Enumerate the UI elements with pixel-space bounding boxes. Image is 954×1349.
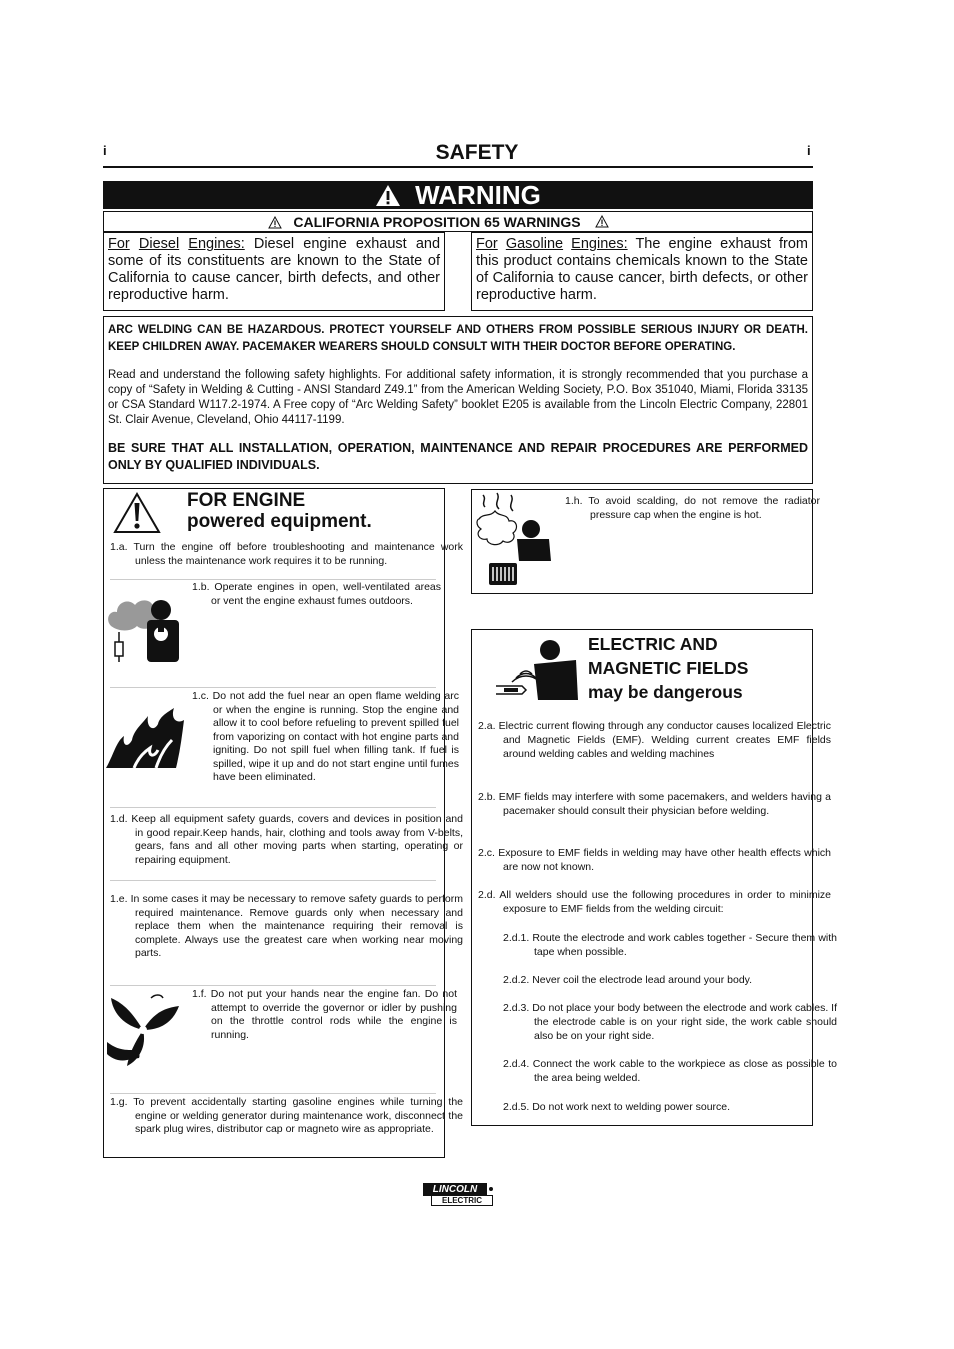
logo-dot bbox=[489, 1187, 493, 1191]
emf-heading-line3: may be dangerous bbox=[588, 682, 743, 702]
title-rule bbox=[103, 166, 813, 168]
radiator-steam-icon bbox=[473, 491, 555, 589]
item-1h: 1.h. To avoid scalding, do not remove the radiator pressure cap when the engine is hot. bbox=[565, 495, 820, 521]
item-1c: 1.c. Do not add the fuel near an open flame welding arc or when the engine is running. Stop the engine and allow it to cool before refueling to prevent spilled fuel from vaporizing on contact with hot engine parts and igniting. Do not spill fuel when filling tank. If fuel is spilled, wipe it up and do not start engine until fumes have been eliminated. bbox=[192, 690, 459, 783]
warning-banner-text: WARNING bbox=[415, 179, 541, 210]
divider bbox=[110, 985, 436, 986]
item-2d5: 2.d.5. Do not work next to welding power source. bbox=[503, 1101, 731, 1113]
divider bbox=[110, 687, 436, 688]
gasoline-label-engines: Engines: bbox=[571, 236, 628, 252]
emf-heading-line1: ELECTRIC AND bbox=[588, 634, 718, 654]
diesel-warning-box bbox=[103, 232, 445, 311]
fire-flame-icon bbox=[104, 706, 186, 770]
page-marker-right: i bbox=[807, 143, 811, 158]
logo-line1: LINCOLN bbox=[423, 1183, 487, 1196]
caution-triangle-icon bbox=[595, 215, 609, 228]
item-2d3: 2.d.3. Do not place your body between the electrode and work cables. If the electrode cable is on your right side, the work cable should also be on your right side. bbox=[503, 1002, 837, 1042]
item-2a: 2.a. Electric current flowing through any conductor causes localized Electric and Magnetic Fields (EMF). Welding current creates EMF fields around welding cables and welding machines bbox=[478, 720, 831, 760]
arc-welding-hazard-box bbox=[103, 316, 813, 484]
lincoln-electric-logo bbox=[423, 1183, 495, 1207]
gasoline-label-type: Gasoline bbox=[505, 236, 564, 252]
diesel-label-for: For bbox=[108, 236, 130, 252]
gasoline-warning-box bbox=[471, 232, 813, 311]
diesel-label-type: Diesel bbox=[138, 236, 180, 252]
arc-hazard-caps: ARC WELDING CAN BE HAZARDOUS. PROTECT YOURSELF AND OTHERS FROM POSSIBLE SERIOUS INJURY OR DEATH. KEEP CHILDREN AWAY. PACEMAKER WEARERS SHOULD CONSULT WITH THEIR DOCTOR BEFORE OPERATING. bbox=[108, 324, 808, 353]
warning-triangle-icon bbox=[375, 184, 401, 207]
arc-safety-body: Read and understand the following safety highlights. For additional safety information, it is strongly recommended that you purchase a copy of “Safety in Welding & Cutting - ANSI Standard Z49.1” from the American Welding Society, P.O. Box 351040, Miami, Florida 33135 or CSA Standard W117.2-1974. A Free copy of “Arc Welding Safety” booklet E205 is available from the Lincoln Electric Company, 22801 St. Clair Avenue, Cleveland, Ohio 44117-1199. bbox=[108, 369, 808, 426]
item-2d: 2.d. All welders should use the following procedures in order to minimize exposure to EMF fields from the welding circuit: bbox=[478, 889, 831, 915]
item-1g: 1.g. To prevent accidentally starting gasoline engines while turning the engine or welding generator during maintenance work, disconnect the spark plug wires, distributor cap or magneto wire as appropriate. bbox=[110, 1096, 463, 1135]
qualified-individuals-notice: BE SURE THAT ALL INSTALLATION, OPERATION, MAINTENANCE AND REPAIR PROCEDURES ARE PERFORMED ONLY BY QUALIFIED INDIVIDUALS. bbox=[108, 441, 808, 472]
item-2b: 2.b. EMF fields may interfere with some pacemakers, and welders having a pacemaker should consult their physician before welding. bbox=[478, 791, 831, 817]
item-2c: 2.c. Exposure to EMF fields in welding may have other health effects which are now not known. bbox=[478, 847, 831, 873]
engine-heading-line2: powered equipment. bbox=[187, 511, 372, 532]
item-1b: 1.b. Operate engines in open, well-ventilated areas or vent the engine exhaust fumes outdoors. bbox=[192, 581, 441, 607]
item-1f: 1.f. Do not put your hands near the engine fan. Do not attempt to override the governor or idler by pushing on the throttle control rods while the engine is running. bbox=[192, 988, 457, 1041]
divider bbox=[110, 880, 436, 881]
caution-triangle-icon bbox=[268, 216, 282, 229]
emf-heading-line2: MAGNETIC FIELDS bbox=[588, 658, 749, 678]
item-2d2: 2.d.2. Never coil the electrode lead around your body. bbox=[503, 974, 753, 986]
engine-heading-line1: FOR ENGINE bbox=[187, 490, 306, 511]
item-2d1: 2.d.1. Route the electrode and work cables together - Secure them with tape when possible. bbox=[503, 932, 837, 958]
page-marker-left: i bbox=[103, 143, 107, 158]
divider bbox=[110, 579, 436, 580]
hand-fan-icon bbox=[105, 992, 183, 1068]
divider bbox=[110, 1093, 436, 1094]
item-2d4: 2.d.4. Connect the work cable to the workpiece as close as possible to the area being welded. bbox=[503, 1058, 837, 1084]
exclamation-warning-icon bbox=[113, 492, 161, 534]
gasoline-warning-text: The engine exhaust from this product contains chemicals known to the State of California to cause cancer, birth defects, or other reproductive harm. bbox=[476, 236, 809, 303]
item-1d: 1.d. Keep all equipment safety guards, covers and devices in position and in good repair.Keep hands, hair, clothing and tools away from V-belts, gears, fans and all other moving parts when starting, operating or repairing equipment. bbox=[110, 813, 463, 866]
logo-line2: ELECTRIC bbox=[431, 1195, 493, 1206]
warning-banner bbox=[103, 181, 813, 209]
gasoline-label-for: For bbox=[476, 236, 498, 252]
item-1a: 1.a. Turn the engine off before troubleshooting and maintenance work unless the maintenance work requires it to be running. bbox=[110, 541, 463, 567]
prop65-header-text: CALIFORNIA PROPOSITION 65 WARNINGS bbox=[293, 213, 581, 230]
emf-welder-icon bbox=[494, 634, 580, 706]
diesel-warning-text: Diesel engine exhaust and some of its constituents are known to the State of California to cause cancer, birth defects, and other reproductive harm. bbox=[108, 236, 441, 303]
prop65-header bbox=[103, 211, 813, 232]
diesel-label-engines: Engines: bbox=[188, 236, 245, 252]
exhaust-fumes-icon bbox=[105, 590, 185, 666]
item-1e: 1.e. In some cases it may be necessary to remove safety guards to perform required maintenance. Remove guards only when necessary and replace them when the maintenance requiring their removal is complete. Always use the greatest care when working near moving parts. bbox=[110, 893, 463, 959]
page-title: SAFETY bbox=[435, 141, 519, 164]
divider bbox=[110, 807, 436, 808]
